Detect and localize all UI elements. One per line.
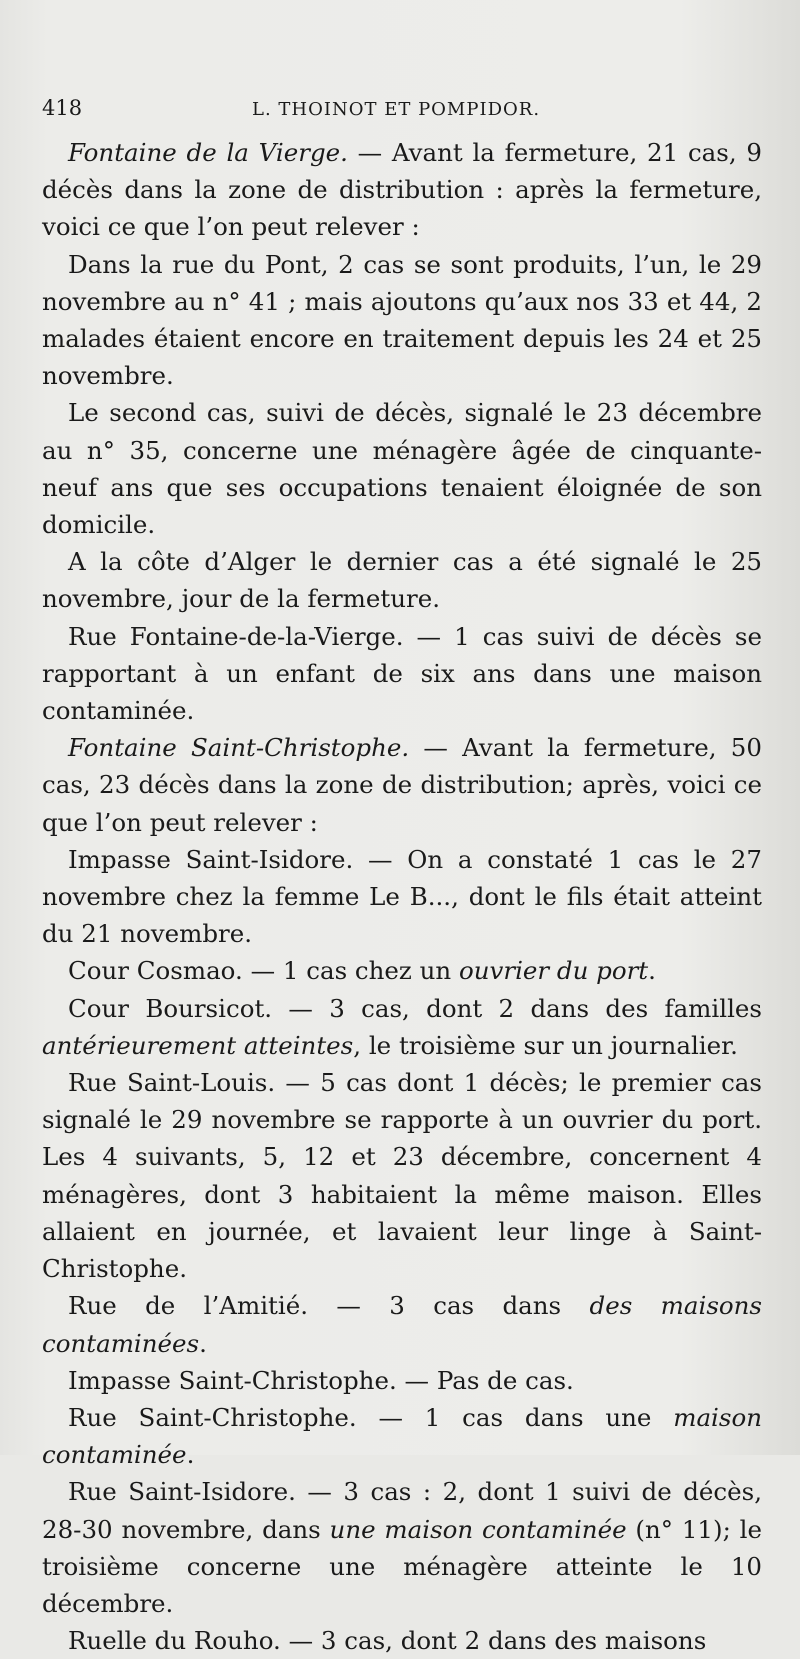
page-header [42,96,762,120]
paragraph: Rue Saint-Isidore. — 3 cas : 2, dont 1 suivi de décès, 28-30 novembre, dans une maison contaminée (n° 11); le troisième concerne une ménagère atteinte le 10 décembre. [42,1477,762,1618]
paragraph-fontaine-vierge: Fontaine de la Vierge. — Avant la fermeture, 21 cas, 9 décès dans la zone de distribution : après la fermeture, voici ce que l’on peut relever : [42,138,762,242]
paragraph: A la côte d’Alger le dernier cas a été signalé le 25 novembre, jour de la fermeture. [42,547,762,614]
page-body [42,134,762,1659]
section-heading: Fontaine de la Vierge. [68,138,348,167]
paragraph: Rue Fontaine-de-la-Vierge. — 1 cas suivi de décès se rapportant à un enfant de six ans dans une maison contaminée. [42,621,762,726]
paragraph: Dans la rue du Pont, 2 cas se sont produits, l’un, le 29 novembre au n° 41 ; mais ajoutons qu’aux nos 33 et 44, 2 malades étaient encore en traitement depuis les 24 et 25 novembre. [42,249,762,391]
paragraph: Rue Saint-Louis. — 5 cas dont 1 décès; le premier cas signalé le 29 novembre se rapporte à un ouvrier du port. Les 4 suivants, 5, 12 et 23 décembre, concernent 4 ménagères, dont 3 habitaient la même maison. Elles allaient en journée, et lavaient leur linge à Saint-Christophe. [42,1068,762,1284]
paragraph: Rue de l’Amitié. — 3 cas dans des maisons contaminées. [42,1291,762,1358]
running-title: L. THOINOT ET POMPIDOR. [252,99,541,120]
paragraph: Ruelle du Rouho. — 3 cas, dont 2 dans des maisons [68,1626,707,1656]
paragraph: Cour Boursicot. — 3 cas, dont 2 dans des familles antérieurement atteintes, le troisième sur un journalier. [42,993,762,1060]
paragraph-fontaine-saint-christophe: Fontaine Saint-Christophe. — Avant la fermeture, 50 cas, 23 décès dans la zone de distribution; après, voici ce que l’on peut relever : [42,733,762,837]
paragraph: Impasse Saint-Christophe. — Pas de cas. [68,1365,574,1395]
page-number: 418 [42,96,83,120]
paragraph: Impasse Saint-Isidore. — On a constaté 1 cas le 27 novembre chez la femme Le B..., dont le fils était atteint du 21 novembre. [42,844,762,949]
paragraph: Rue Saint-Christophe. — 1 cas dans une maison contaminée. [42,1402,762,1470]
section-heading: Fontaine Saint-Christophe. [68,733,410,763]
paragraph: Cour Cosmao. — 1 cas chez un ouvrier du port. [68,956,656,986]
paragraph: Le second cas, suivi de décès, signalé le 23 décembre au n° 35, concerne une ménagère âgée de cinquante-neuf ans que ses occupations tenaient éloignée de son domicile. [42,398,762,540]
